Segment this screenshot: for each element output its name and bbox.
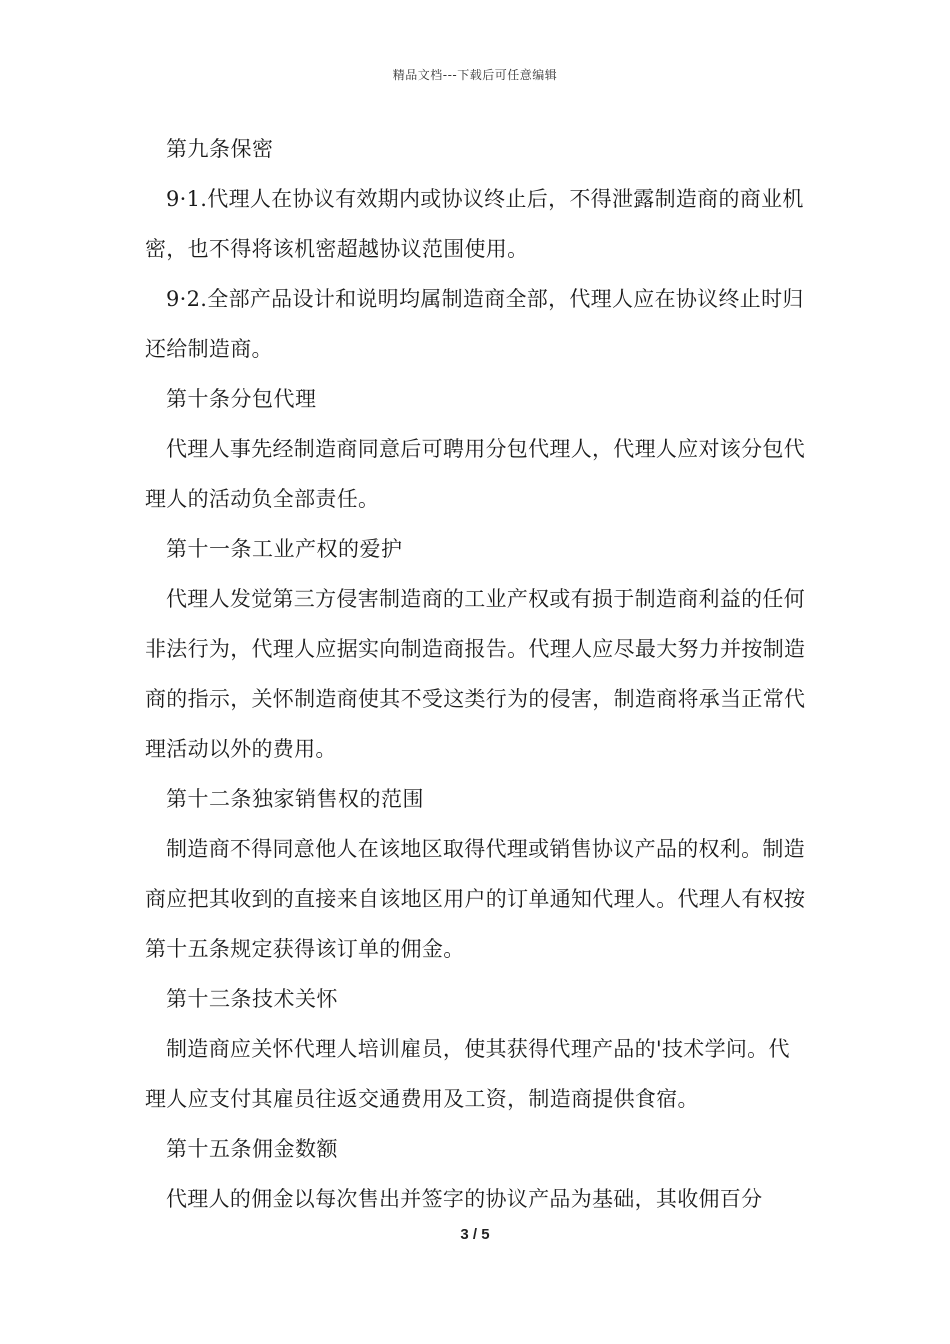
document-body bbox=[145, 124, 810, 1224]
section-12 bbox=[145, 774, 810, 974]
section-15 bbox=[145, 1124, 810, 1224]
section-9 bbox=[145, 124, 810, 374]
section-13 bbox=[145, 974, 810, 1124]
paragraph: 制造商不得同意他人在该地区取得代理或销售协议产品的权利。制造商应把其收到的直接来自该地区用户的订单通知代理人。代理人有权按第十五条规定获得该订单的佣金。 bbox=[145, 837, 806, 961]
page-header: 精品文档---下载后可任意编辑 bbox=[392, 68, 558, 82]
section-10 bbox=[145, 374, 810, 524]
section-heading: 第九条保密 bbox=[166, 137, 274, 161]
section-heading: 第十二条独家销售权的范围 bbox=[166, 787, 424, 811]
section-heading: 第十三条技术关怀 bbox=[166, 987, 338, 1011]
paragraph: 代理人事先经制造商同意后可聘用分包代理人，代理人应对该分包代理人的活动负全部责任。 bbox=[145, 437, 805, 511]
section-heading: 第十条分包代理 bbox=[166, 387, 317, 411]
section-heading: 第十五条佣金数额 bbox=[166, 1137, 338, 1161]
paragraph: 制造商应关怀代理人培训雇员，使其获得代理产品的'技术学问。代理人应支付其雇员往返交通费用及工资，制造商提供食宿。 bbox=[145, 1037, 790, 1111]
paragraph: 9·1.代理人在协议有效期内或协议终止后，不得泄露制造商的商业机密，也不得将该机密超越协议范围使用。 bbox=[145, 187, 804, 261]
paragraph: 代理人发觉第三方侵害制造商的工业产权或有损于制造商利益的任何非法行为，代理人应据实向制造商报告。代理人应尽最大努力并按制造商的指示，关怀制造商使其不受这类行为的侵害，制造商将承当正常代理活动以外的费用。 bbox=[145, 587, 806, 761]
paragraph: 9·2.全部产品设计和说明均属制造商全部，代理人应在协议终止时归还给制造商。 bbox=[145, 287, 804, 361]
section-11 bbox=[145, 524, 810, 774]
section-heading: 第十一条工业产权的爱护 bbox=[166, 537, 403, 561]
paragraph: 代理人的佣金以每次售出并签字的协议产品为基础，其收佣百分 bbox=[166, 1187, 763, 1211]
page-number: 3 / 5 bbox=[460, 1226, 490, 1243]
